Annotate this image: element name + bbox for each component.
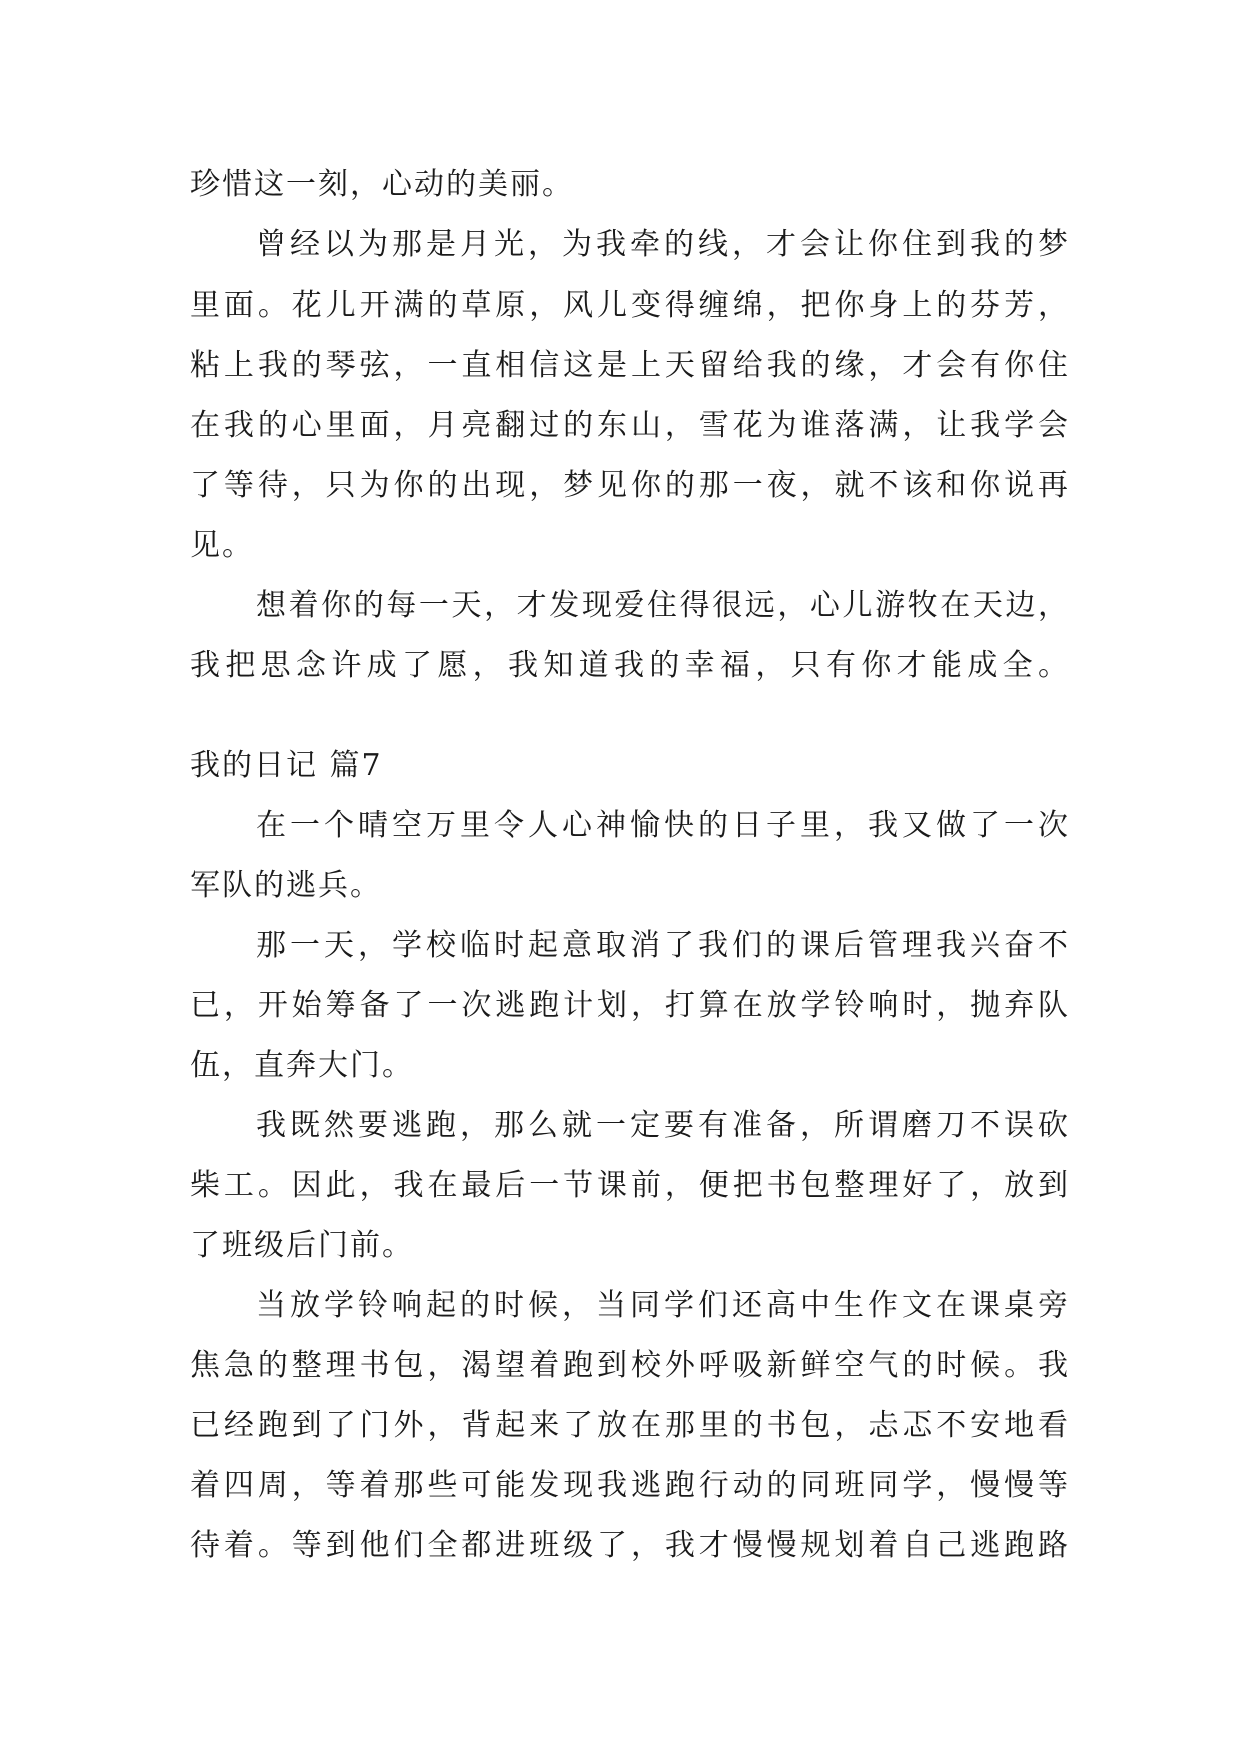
paragraph-line: 柴工。因此，我在最后一节课前，便把书包整理好了，放到 [190, 1168, 1070, 1203]
paragraph-line: 想着你的每一天，才发现爱住得很远，心儿游牧在天边， [256, 588, 1070, 623]
paragraph-line: 已经跑到了门外，背起来了放在那里的书包，忐忑不安地看 [190, 1408, 1070, 1443]
paragraph-line: 里面。花儿开满的草原，风儿变得缠绵，把你身上的芬芳， [190, 288, 1070, 323]
paragraph-line: 当放学铃响起的时候，当同学们还高中生作文在课桌旁 [256, 1288, 1070, 1323]
paragraph-line: 我把思念许成了愿，我知道我的幸福，只有你才能成全。 [190, 648, 1070, 683]
paragraph-line: 我既然要逃跑，那么就一定要有准备，所谓磨刀不误砍 [256, 1108, 1070, 1143]
paragraph-line: 待着。等到他们全都进班级了，我才慢慢规划着自己逃跑路 [190, 1528, 1070, 1563]
paragraph-line: 着四周，等着那些可能发现我逃跑行动的同班同学，慢慢等 [190, 1468, 1070, 1503]
paragraph-line: 在一个晴空万里令人心神愉快的日子里，我又做了一次 [256, 808, 1070, 843]
paragraph-line: 已，开始筹备了一次逃跑计划，打算在放学铃响时，抛弃队 [190, 988, 1070, 1023]
paragraph-line: 那一天，学校临时起意取消了我们的课后管理我兴奋不 [256, 928, 1070, 963]
paragraph-line: 了等待，只为你的出现，梦见你的那一夜，就不该和你说再 [190, 468, 1070, 503]
paragraph-line: 军队的逃兵。 [190, 868, 382, 903]
paragraph-line: 粘上我的琴弦，一直相信这是上天留给我的缘，才会有你住 [190, 348, 1070, 383]
paragraph-line: 了班级后门前。 [190, 1228, 414, 1263]
paragraph-line: 伍，直奔大门。 [190, 1048, 414, 1083]
paragraph-line: 焦急的整理书包，渴望着跑到校外呼吸新鲜空气的时候。我 [190, 1348, 1070, 1383]
section-heading: 我的日记 篇7 [190, 748, 383, 783]
paragraph-line: 珍惜这一刻，心动的美丽。 [190, 167, 574, 202]
paragraph-line: 见。 [190, 528, 254, 563]
paragraph-line: 在我的心里面，月亮翻过的东山，雪花为谁落满，让我学会 [190, 408, 1070, 443]
paragraph-line: 曾经以为那是月光，为我牵的线，才会让你住到我的梦 [256, 227, 1070, 262]
